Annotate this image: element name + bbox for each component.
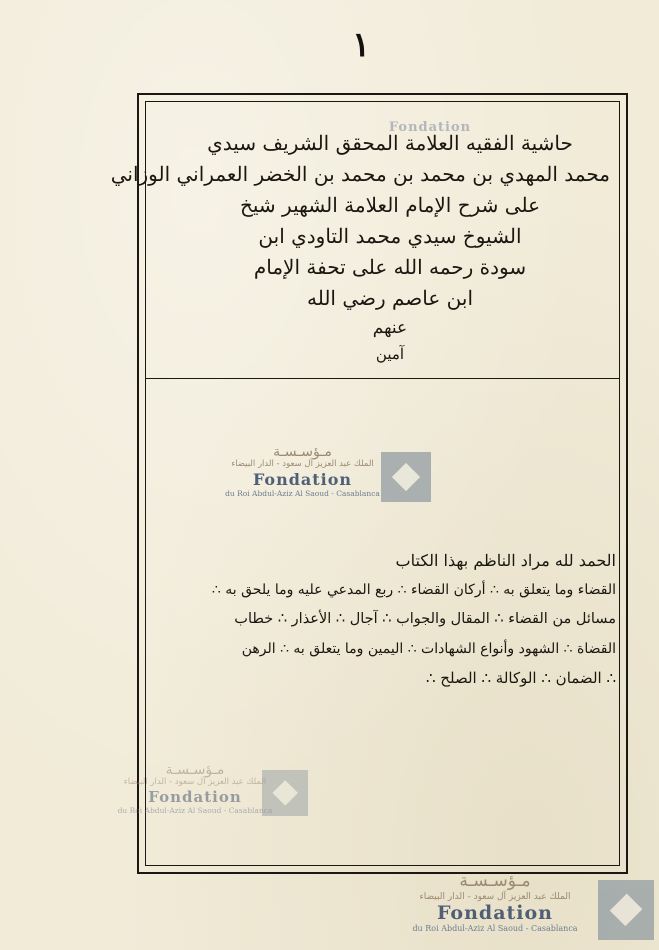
watermark-title-latin: Fondation [388,120,472,135]
watermark-lower-latin-sub: du Roi Abdul-Aziz Al Saoud - Casablanca [117,805,273,815]
watermark-lower-arabic: مـؤسـسـة [165,762,225,778]
watermark-bottom-latin-sub: du Roi Abdul-Aziz Al Saoud - Casablanca [412,923,578,933]
title-line: آمين [375,345,405,363]
body-line: مسائل من القضاء ∴ المقال والجواب ∴ آجال ∴ الأعذار ∴ خطاب [234,611,616,627]
title-line: محمد المهدي بن محمد بن محمد بن الخضر العمراني الوزاني [110,162,610,186]
watermark-bottom-logo-icon [598,880,654,940]
watermark-bottom-arabic: مـؤسـسـة [459,871,531,891]
title-line: حاشية الفقيه العلامة المحقق الشريف سيدي [207,131,573,155]
title-line: سودة رحمه الله على تحفة الإمام [253,255,527,279]
body-line: الحمد لله مراد الناظم بهذا الكتاب [395,551,616,570]
watermark-bottom-latin: Fondation [436,901,553,924]
watermark-center-logo-icon [381,452,431,502]
body-line: ∴ الضمان ∴ الوكالة ∴ الصلح ∴ [426,669,616,687]
title-line: عنهم [372,318,408,338]
body-line: القضاء وما يتعلق به ∴ أركان القضاء ∴ ربع المدعي عليه وما يلحق به ∴ [211,581,616,598]
title-line: على شرح الإمام العلامة الشهير شيخ [239,193,541,217]
watermark-bottom [395,872,595,933]
title-line: الشيوخ سيدي محمد التاودي ابن [258,224,522,248]
watermark-lower-latin: Fondation [148,787,242,806]
watermark-lower-logo-icon [262,770,308,816]
watermark-center-arabic: مـؤسـسـة [273,444,332,460]
folio-number: ١ [352,25,371,65]
frame-divider-rule [145,378,620,379]
body-line: القضاة ∴ الشهود وأنواع الشهادات ∴ اليمين وما يتعلق به ∴ الرهن [241,640,616,657]
watermark-bottom-arabic-sub: الملك عبد العزيز آل سعود - الدار البيضاء [419,891,571,902]
watermark-lower-arabic-sub: الملك عبد العزيز آل سعود - الدار البيضاء [123,777,267,788]
title-line: ابن عاصم رضي الله [306,286,474,310]
watermark-center-latin-sub: du Roi Abdul-Aziz Al Saoud - Casablanca [225,488,380,498]
table-of-contents-block [150,546,616,694]
watermark-center-arabic-sub: الملك عبد العزيز آل سعود - الدار البيضاء [231,459,374,470]
title-block [110,128,610,366]
watermark-center [205,444,400,498]
watermark-center-latin: Fondation [252,469,353,489]
